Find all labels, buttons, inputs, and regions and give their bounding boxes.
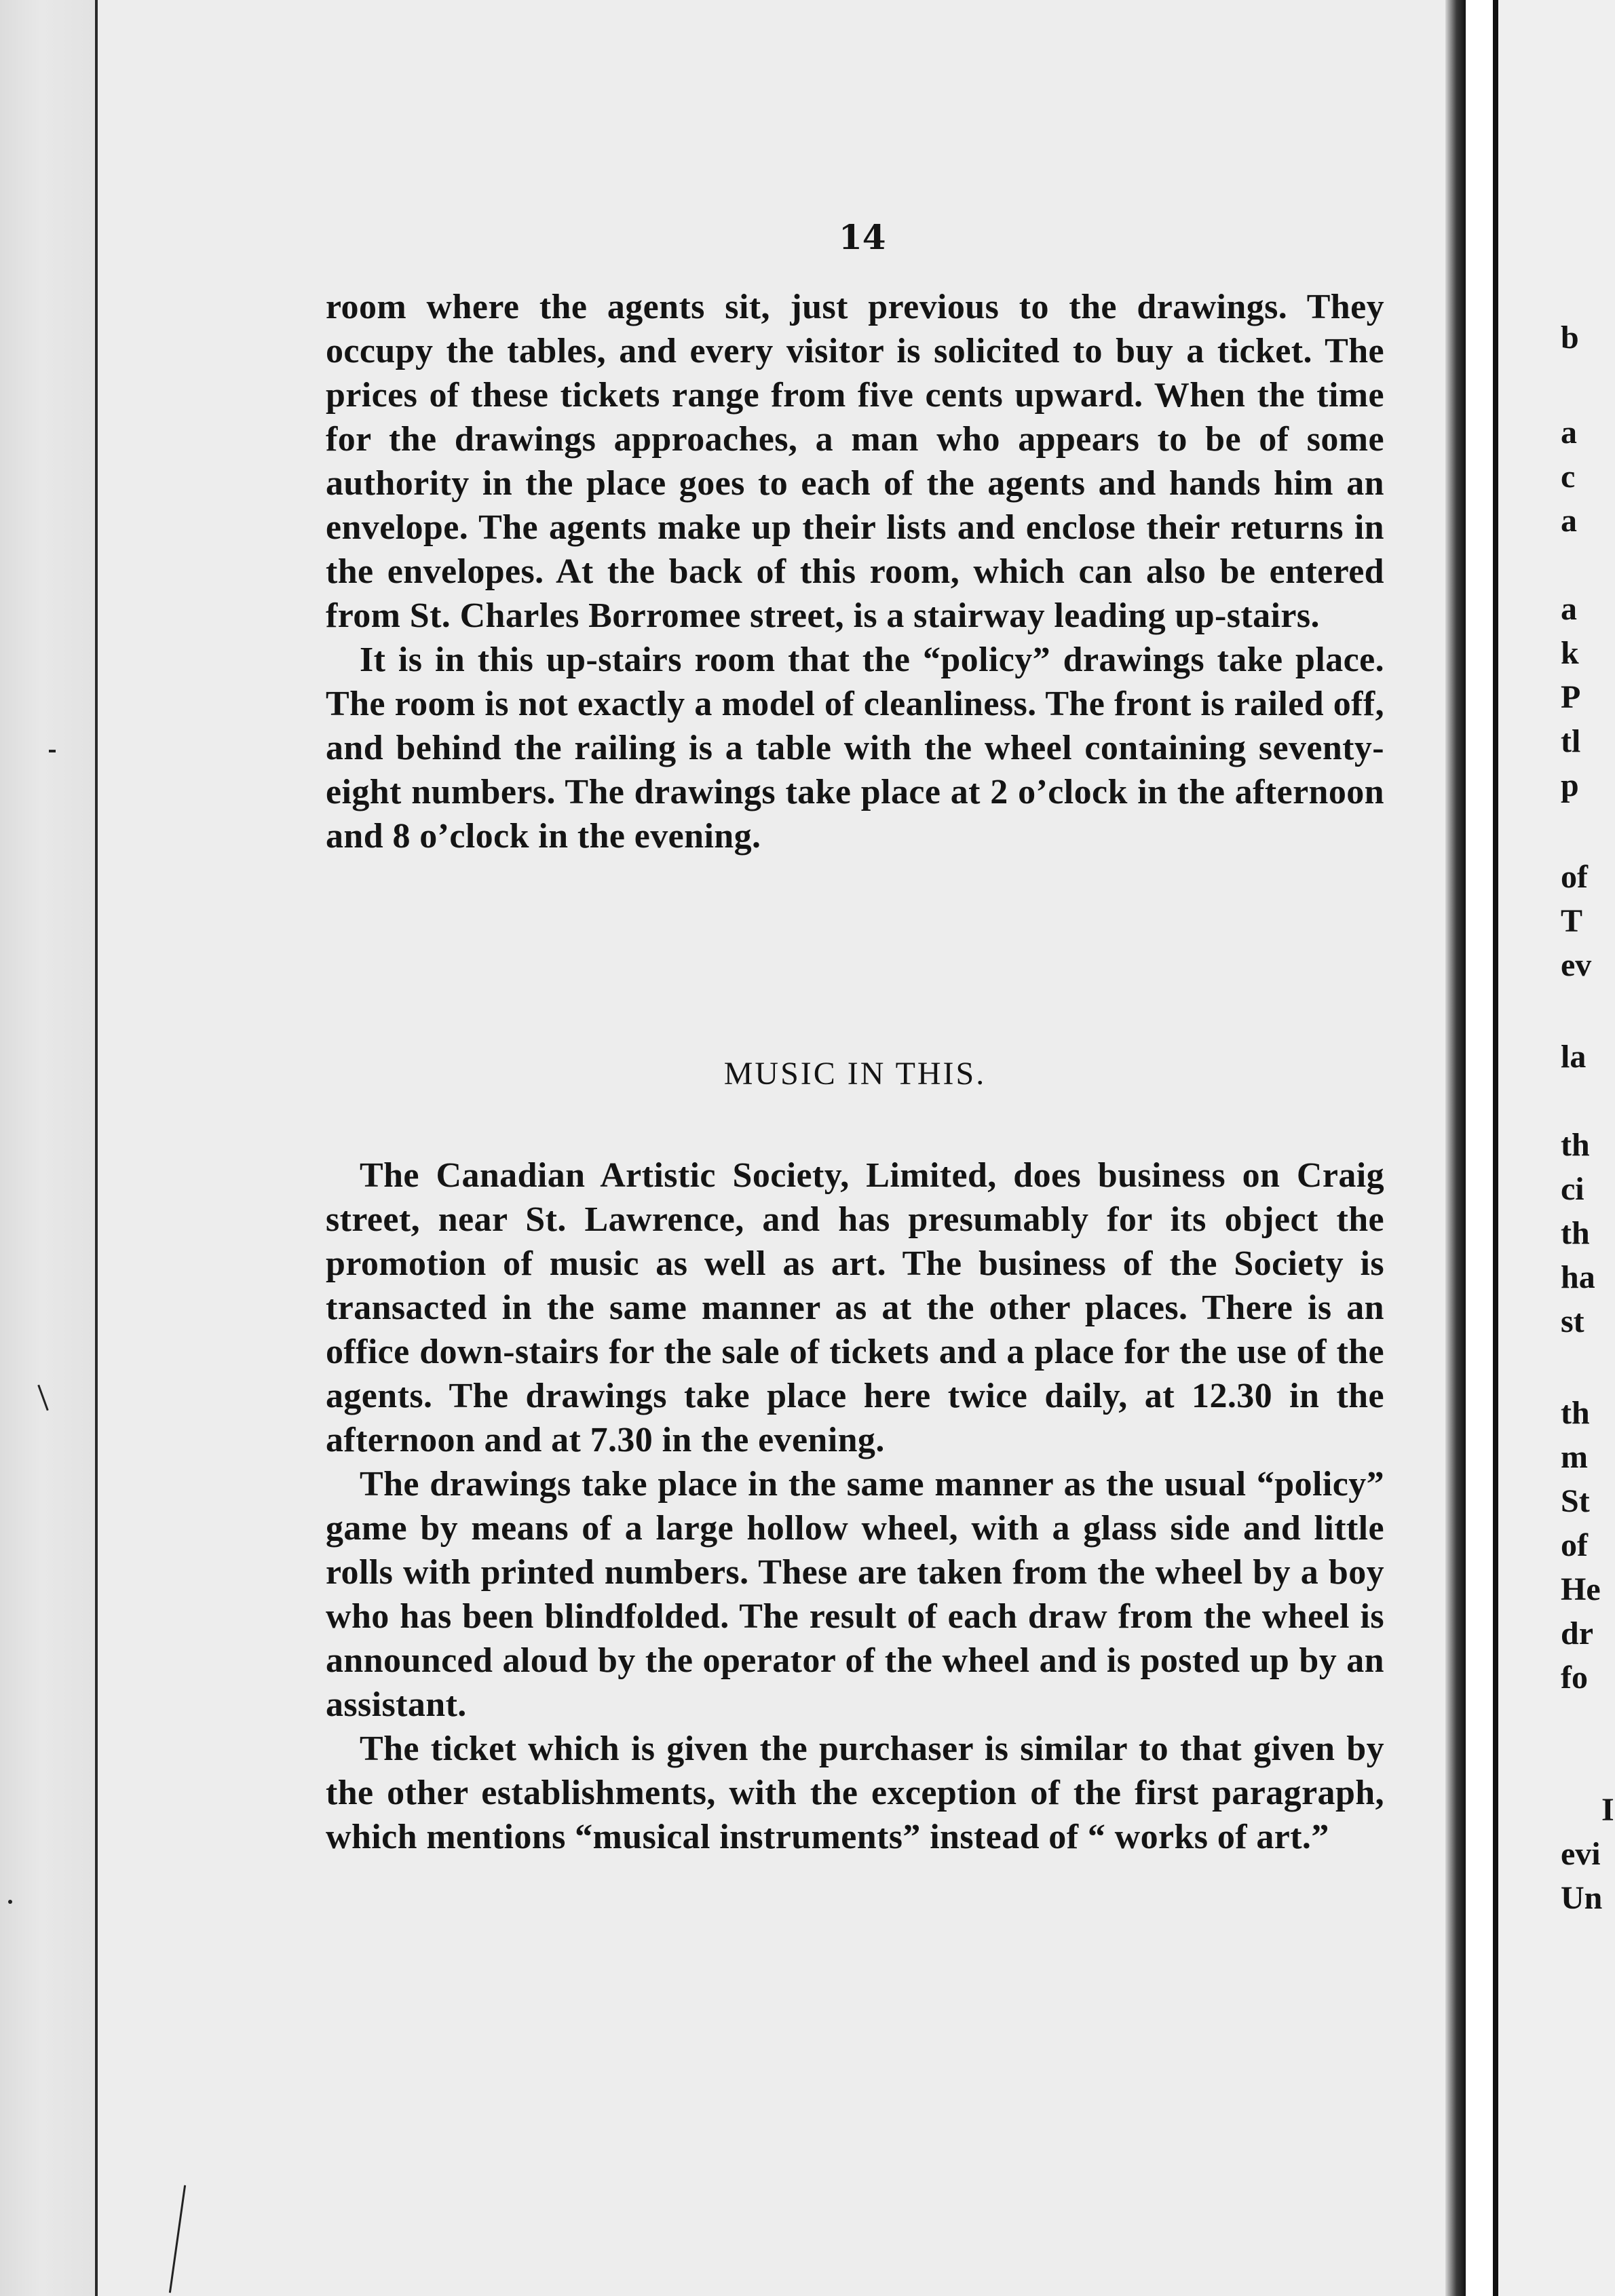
fragment: I xyxy=(1601,1792,1614,1828)
scan-speck xyxy=(8,1900,12,1904)
page-number: 14 xyxy=(839,217,886,257)
fragment: ha xyxy=(1561,1259,1595,1295)
paragraph-artistic-society: The Canadian Artistic Society, Limited, does business on Craig street, near St. Lawrence, and has presumably for its object the promotion of music as well as art. The business of the Society is transacted in the same manner as at the other places. There is an office down-stairs for the sale of tickets and a place for the use of the agents. The drawings take place here twice daily, at 12.30 in the afternoon and at 7.30 in the evening. xyxy=(326,1156,1384,1459)
fragment: of xyxy=(1561,859,1588,895)
fragment: b xyxy=(1561,320,1579,356)
fragment: a xyxy=(1561,503,1577,539)
fragment: He xyxy=(1561,1571,1601,1607)
fragment: a xyxy=(1561,415,1577,451)
page-edge-shadow xyxy=(1445,0,1466,2296)
fragment: T xyxy=(1561,903,1583,939)
fragment: th xyxy=(1561,1395,1590,1431)
section-heading: MUSIC IN THIS. xyxy=(723,1056,987,1092)
fragment: la xyxy=(1561,1039,1586,1075)
body-text-top xyxy=(326,285,1384,858)
scan-speck xyxy=(49,750,56,752)
fragment: th xyxy=(1561,1215,1590,1251)
fragment: of xyxy=(1561,1527,1588,1563)
fragment: dr xyxy=(1561,1615,1593,1651)
fragment: ev xyxy=(1561,947,1592,983)
page-gutter xyxy=(1466,0,1493,2296)
fragment: St xyxy=(1561,1483,1590,1519)
fragment: p xyxy=(1561,767,1579,803)
fragment: st xyxy=(1561,1303,1584,1339)
fragment: m xyxy=(1561,1439,1588,1475)
paragraph-policy-drawings: It is in this up-stairs room that the “policy” drawings take place. The room is not exactly a model of cleanliness. The front is railed off, and behind the railing is a table with the wheel containing seventy-eight numbers. The drawings take place at 2 o’clock in the afternoon and 8 o’clock in the evening. xyxy=(326,640,1384,856)
paragraph-ticket: The ticket which is given the purchaser is similar to that given by the other establishments, with the exception of the first paragraph, which mentions “musical instruments” instead of “ works of art.” xyxy=(326,1729,1384,1856)
body-text-bottom xyxy=(326,1153,1384,1859)
fragment: th xyxy=(1561,1127,1590,1163)
fragment: k xyxy=(1561,635,1579,671)
adjacent-page xyxy=(1493,0,1615,2296)
fragment: fo xyxy=(1561,1660,1588,1696)
fragment: P xyxy=(1561,679,1581,715)
fragment: Un xyxy=(1561,1880,1603,1916)
fragment: tl xyxy=(1561,723,1581,759)
fragment: c xyxy=(1561,459,1576,495)
fragment: a xyxy=(1561,591,1577,627)
fragment: ci xyxy=(1561,1171,1584,1207)
paragraph-agents-room: room where the agents sit, just previous to the drawings. They occupy the tables, and every visitor is solicited to buy a ticket. The prices of these tickets range from five cents upward. When the time for the drawings approaches, a man who appears to be of some authority in the place goes to each of the agents and hands him an envelope. The agents make up their lists and enclose their returns in the envelopes. At the back of this room, which can also be entered from St. Charles Borromee street, is a stairway leading up-stairs. xyxy=(326,288,1384,635)
paragraph-drawing-method: The drawings take place in the same manner as the usual “policy” game by means of a large hollow wheel, with a glass side and little rolls with printed numbers. These are taken from the wheel by a boy who has been blindfolded. The result of each draw from the wheel is announced aloud by the operator of the wheel and is posted up by an assistant. xyxy=(326,1465,1384,1724)
fragment: evi xyxy=(1561,1836,1601,1872)
